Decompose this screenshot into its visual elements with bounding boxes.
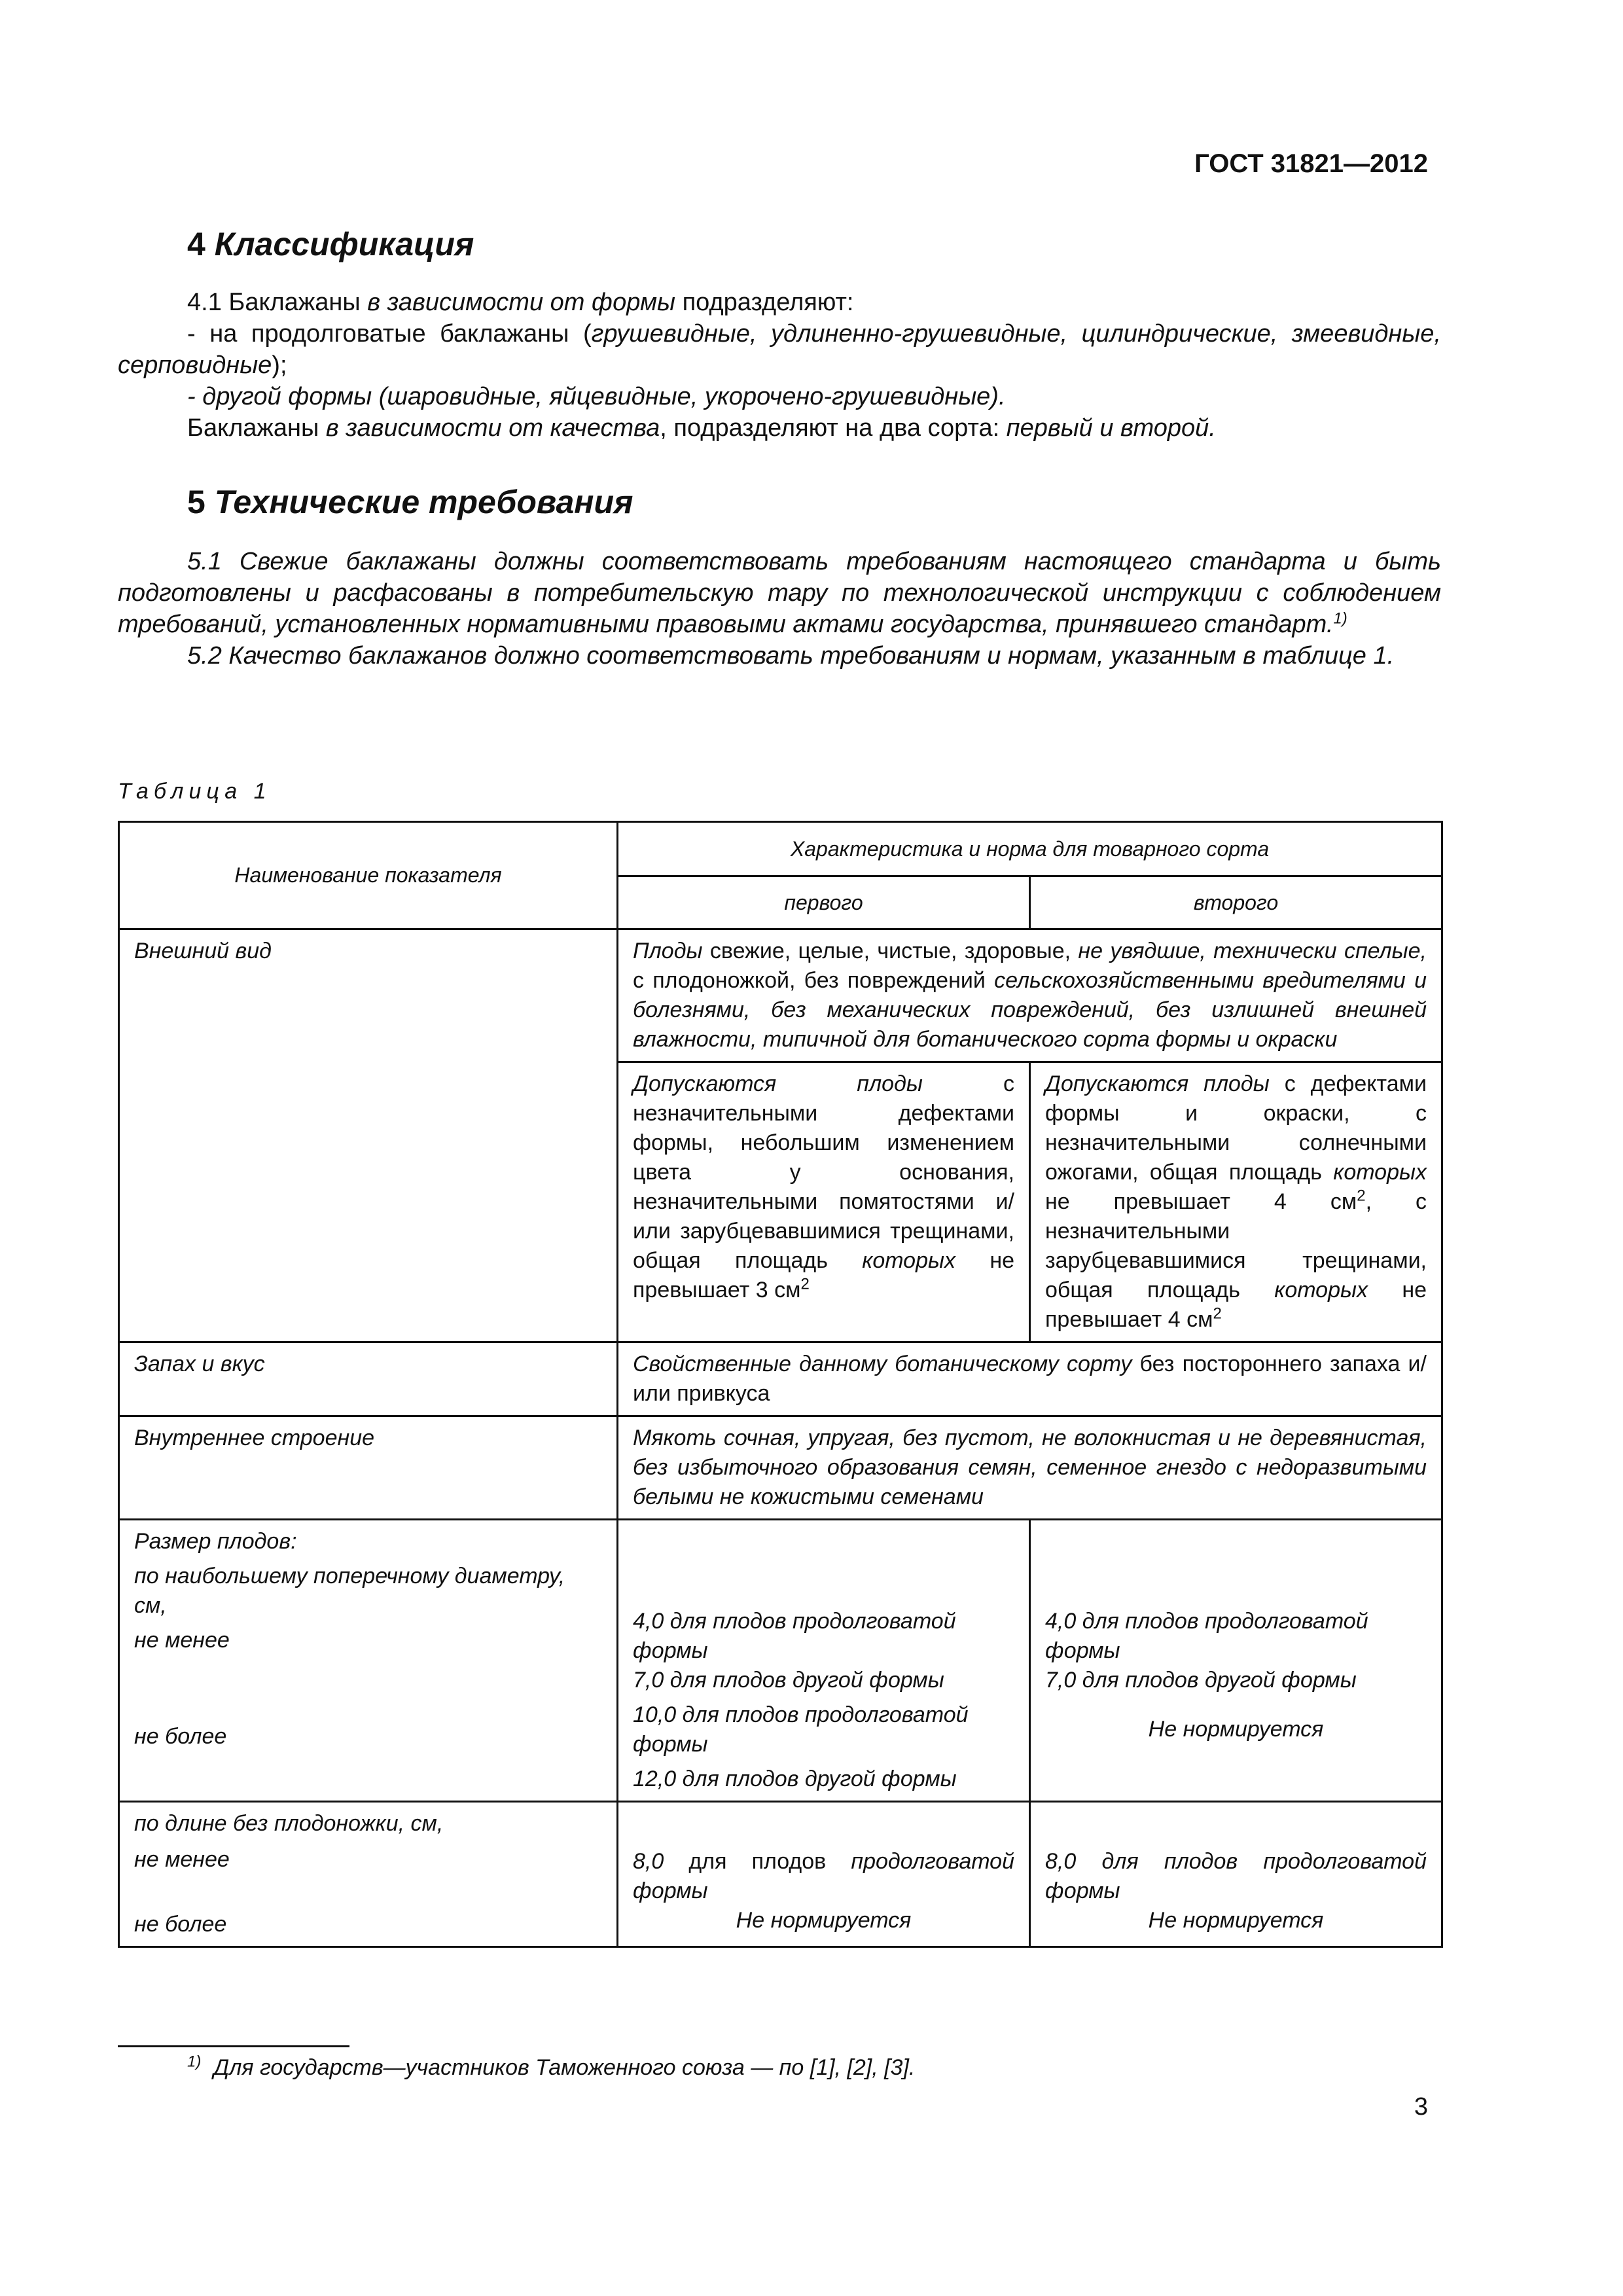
text-run: 4,0 для плодов продолговатой формы (1045, 1609, 1368, 1663)
text-run: Не нормируется (1148, 1717, 1324, 1742)
length-first-min (633, 1847, 1014, 1906)
table-row (119, 1520, 1442, 1802)
text-run: 7,0 для плодов другой формы (1045, 1668, 1357, 1693)
text-run: которых (1333, 1160, 1427, 1185)
text-run: с дефектами формы и окраски, с незначительными солнечными ожогами, общая площадь (1045, 1071, 1427, 1185)
text-run: по длине без плодоножки, см, (134, 1811, 444, 1836)
text-run: ); (272, 351, 287, 379)
table-row (119, 1416, 1442, 1520)
page-number: 3 (1414, 2093, 1428, 2121)
section-4-p3: - другой формы (шаровидные, яйцевидные, укорочено-грушевидные). (187, 383, 1006, 410)
text-run: для плодов (664, 1849, 851, 1874)
header-group: Характеристика и норма для товарного сорта (618, 822, 1442, 876)
table-row (119, 1802, 1442, 1947)
document-code: ГОСТ 31821—2012 (1194, 149, 1428, 178)
table-header-row (119, 822, 1442, 876)
text-run: Плоды (633, 939, 703, 963)
text-run: без постороннего запаха и/или привкуса (633, 1352, 1427, 1406)
text-run: 5.1 Свежие баклажаны должны соответствовать требованиям настоящего стандарта и быть подготовлены и расфасованы в потребительскую тару по технологической инструкции с соблюдением требований, установленных нормативными правовыми актами государства, принявшего стандарт. (118, 548, 1441, 638)
indicator-structure: Внутреннее строение (119, 1416, 618, 1520)
indicator-length (119, 1802, 618, 1947)
section-5-heading (187, 483, 633, 521)
text-run: 12,0 для плодов другой формы (633, 1767, 957, 1791)
spacer (633, 1527, 1014, 1565)
text-run: - на продолговатые баклажаны ( (187, 320, 592, 348)
quality-table (118, 821, 1443, 1948)
text-run: грушевидные, удлиненно-грушевидные, цилиндрические, змеевидные, серповидные (118, 320, 1441, 379)
section-4-p1 (118, 287, 1441, 318)
section-4-p2 (118, 318, 1441, 381)
text-run: Баклажаны (187, 414, 326, 442)
section-5-p2: 5.2 Качество баклажанов должно соответствовать требованиям и нормам, указанным в таблице 1. (187, 642, 1395, 670)
text-run: 8,0 (633, 1849, 664, 1874)
text-run: Не нормируется (736, 1908, 912, 1933)
text-run: свежие, целые, чистые, здоровые, (702, 939, 1079, 963)
text-run: в зависимости от качества (325, 414, 660, 442)
section-5-title: Технические требования (214, 484, 633, 520)
text-run: Допускаются плоды (1045, 1071, 1270, 1096)
text-run: подразделяют: (675, 289, 854, 316)
table-row (119, 1342, 1442, 1416)
text-run: первый и второй. (1006, 414, 1216, 442)
table-caption: Таблица 1 (118, 779, 272, 804)
text-run: в зависимости от формы (367, 289, 676, 316)
section-4-heading (187, 225, 474, 263)
text-run: продолговатой формы (633, 1849, 1014, 1903)
spacer (1045, 1565, 1427, 1585)
spacer (1045, 1809, 1427, 1847)
length-first (618, 1802, 1030, 1947)
text-run: Допускаются плоды (633, 1071, 923, 1096)
text-run: по наибольшему поперечному диаметру, см, (134, 1564, 565, 1618)
length-second (1030, 1802, 1442, 1947)
spacer (633, 1809, 1014, 1847)
text-run: , с незначительными зарубцевавшимися трещинами, общая площадь (1045, 1189, 1427, 1302)
text-run: 8,0 для плодов продолговатой формы (1045, 1849, 1427, 1903)
text-run: Свойственные данному ботаническому сорту (633, 1352, 1132, 1376)
section-4-title: Классификация (214, 226, 474, 262)
footnote-mark: 1) (187, 2053, 202, 2071)
section-4-body (118, 287, 1441, 444)
superscript: 2 (800, 1275, 810, 1293)
size-second (1030, 1520, 1442, 1802)
indicator-appearance: Внешний вид (119, 929, 618, 1342)
text-run: не увядшие, технически спелые, (1078, 939, 1427, 963)
section-4-number: 4 (187, 226, 205, 262)
spacer (633, 1565, 1014, 1585)
text-run: 4.1 Баклажаны (187, 289, 368, 316)
size-first (618, 1520, 1030, 1802)
indicator-smell: Запах и вкус (119, 1342, 618, 1416)
appearance-common (618, 929, 1442, 1062)
table-row (119, 929, 1442, 1062)
spacer (1045, 1527, 1427, 1565)
appearance-first (618, 1062, 1030, 1342)
text-run: с плодоножкой, без повреждений (633, 968, 995, 993)
text-run: сельскохозяйственными вредителями и болезнями, без механических повреждений, без излишней внешней влажности, типичной для ботанического сорта формы и окраски (633, 968, 1427, 1052)
footnote (187, 2055, 915, 2081)
superscript: 2 (1357, 1187, 1366, 1205)
text-run: не превышает 3 см (633, 1248, 1015, 1302)
text-run: которых (862, 1248, 956, 1273)
footnote-ref: 1) (1333, 609, 1347, 628)
text-run: не менее (134, 1628, 230, 1653)
text-run: 10,0 для плодов продолговатой формы (633, 1702, 969, 1757)
text-run: Размер плодов: (134, 1529, 297, 1554)
text-run: не превышает 4 см (1045, 1189, 1357, 1214)
text-run: не превышает 4 см (1045, 1278, 1427, 1332)
superscript: 2 (1213, 1304, 1222, 1323)
text-run: не более (134, 1724, 227, 1749)
header-first-grade: первого (618, 876, 1030, 929)
text-run: не менее (134, 1847, 230, 1872)
smell-value (618, 1342, 1442, 1416)
text-run: которых (1274, 1278, 1368, 1302)
text-run: , подразделяют на два сорта: (660, 414, 1007, 442)
structure-value: Мякоть сочная, упругая, без пустот, не волокнистая и не деревянистая, без избыточного образования семян, семенное гнездо с недоразвитыми белыми не кожистыми семенами (618, 1416, 1442, 1520)
appearance-second (1030, 1062, 1442, 1342)
indicator-size (119, 1520, 618, 1802)
section-4-p4 (118, 412, 1441, 444)
text-run: 7,0 для плодов другой формы (633, 1668, 944, 1693)
text-run: 4,0 для плодов продолговатой формы (633, 1609, 956, 1663)
section-5-body (118, 546, 1441, 672)
footnote-separator (118, 2045, 349, 2047)
header-indicator: Наименование показателя (119, 822, 618, 929)
header-second-grade: второго (1030, 876, 1442, 929)
section-5-p1 (118, 546, 1441, 640)
text-run: с незначительными дефектами формы, небольшим изменением цвета у основания, незначительными помятостями и/или зарубцевавшимися трещинами, общая площадь (633, 1071, 1014, 1273)
text-run: не более (134, 1912, 227, 1937)
section-5-number: 5 (187, 484, 205, 520)
text-run: Не нормируется (1148, 1908, 1324, 1933)
footnote-text: Для государств—участников Таможенного союза — по [1], [2], [3]. (213, 2055, 916, 2080)
